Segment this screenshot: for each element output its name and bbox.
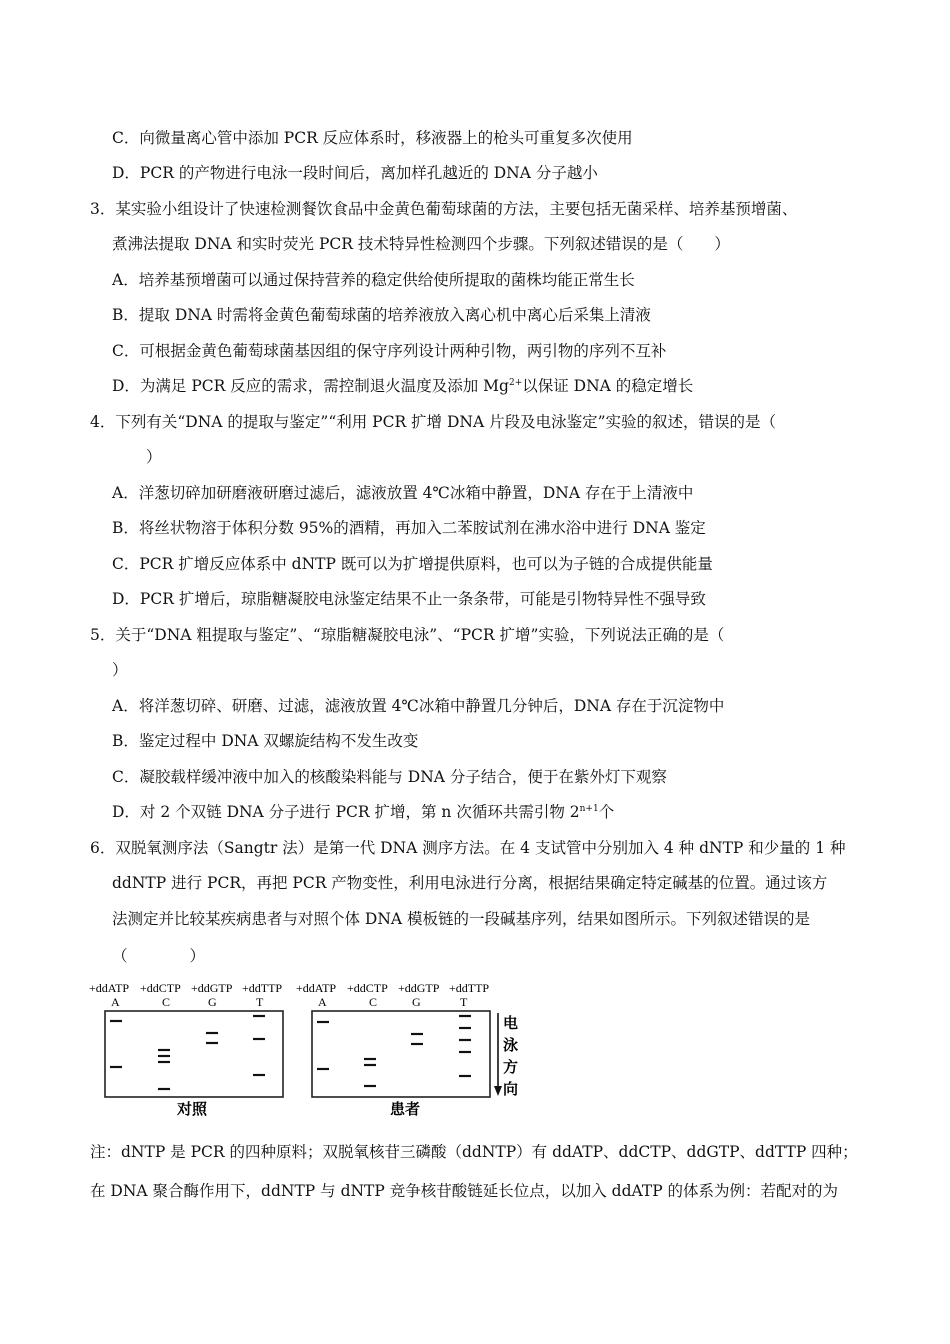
q6-stem-line2: ddNTP 进行 PCR，再把 PCR 产物变性，利用电泳进行分离，根据结果确定特定碱基的位置。通过该方 xyxy=(112,874,828,892)
control-base-t: T xyxy=(256,995,264,1009)
q4-option-d: D．PCR 扩增后，琼脂糖凝胶电泳鉴定结果不止一条条带，可能是引物特异性不强导致 xyxy=(112,590,706,608)
q4-option-a: A．洋葱切碎加研磨液研磨过滤后，滤液放置 4℃冰箱中静置，DNA 存在于上清液中 xyxy=(112,484,694,502)
control-header-ddttp: +ddTTP xyxy=(242,981,283,995)
note-line2: 在 DNA 聚合酶作用下，ddNTP 与 dNTP 竞争核苷酸链延长位点，以加入 ddATP 的体系为例：若配对的为 xyxy=(90,1182,839,1200)
patient-bands xyxy=(317,1016,471,1086)
control-base-c: C xyxy=(162,995,171,1009)
q3-option-c: C．可根据金黄色葡萄球菌基因组的保守序列设计两种引物，两引物的序列不互补 xyxy=(112,342,667,360)
q5-option-d-text: D．对 2 个双链 DNA 分子进行 PCR 扩增，第 n 次循环共需引物 2 xyxy=(112,803,580,821)
q2-option-c: C．向微量离心管中添加 PCR 反应体系时，移液器上的枪头可重复多次使用 xyxy=(112,129,633,147)
q4-option-b: B．将丝状物溶于体积分数 95%的酒精，再加入二苯胺试剂在沸水浴中进行 DNA 鉴定 xyxy=(112,519,706,537)
q3-stem-line2: 煮沸法提取 DNA 和实时荧光 PCR 技术特异性检测四个步骤。下列叙述错误的是（ ） xyxy=(112,235,730,253)
control-gel-box xyxy=(105,1011,283,1097)
q3-option-d xyxy=(112,375,693,397)
direction-label-3: 方 xyxy=(503,1060,519,1076)
control-header-ddatp: +ddATP xyxy=(89,981,130,995)
patient-gel-box xyxy=(312,1011,490,1097)
patient-header-ddttp: +ddTTP xyxy=(449,981,490,995)
gel-electrophoresis-figure xyxy=(85,978,525,1118)
patient-base-a: A xyxy=(318,995,327,1009)
control-header-ddctp: +ddCTP xyxy=(140,981,181,995)
direction-arrow-head xyxy=(494,1086,502,1096)
q3-option-d-text: D．为满足 PCR 反应的需求，需控制退火温度及添加 Mg xyxy=(112,377,509,395)
q2-option-d: D．PCR 的产物进行电泳一段时间后，离加样孔越近的 DNA 分子越小 xyxy=(112,164,598,182)
control-header-ddgtp: +ddGTP xyxy=(191,981,233,995)
q5-option-c: C．凝胶载样缓冲液中加入的核酸染料能与 DNA 分子结合，便于在紫外灯下观察 xyxy=(112,768,667,786)
control-base-g: G xyxy=(208,995,217,1009)
q5-stem-line2: ） xyxy=(112,661,128,679)
q5-option-b: B．鉴定过程中 DNA 双螺旋结构不发生改变 xyxy=(112,732,419,750)
control-bands xyxy=(110,1016,265,1089)
patient-header-ddctp: +ddCTP xyxy=(347,981,388,995)
q5-option-a: A．将洋葱切碎、研磨、过滤，滤液放置 4℃冰箱中静置几分钟后，DNA 存在于沉淀物中 xyxy=(112,697,725,715)
patient-caption: 患者 xyxy=(390,1102,421,1118)
q6-stem-line1: 6．双脱氧测序法（Sangtr 法）是第一代 DNA 测序方法。在 4 支试管中分别加入 4 种 dNTP 和少量的 1 种 xyxy=(90,839,846,857)
note-line1: 注：dNTP 是 PCR 的四种原料；双脱氧核苷三磷酸（ddNTP）有 ddATP、ddCTP、ddGTP、ddTTP 四种； xyxy=(90,1143,858,1161)
patient-base-g: G xyxy=(412,995,421,1009)
q3-option-d-superscript: 2+ xyxy=(508,378,523,388)
q6-stem-line3: 法测定并比较某疾病患者与对照个体 DNA 模板链的一段碱基序列，结果如图所示。下列叙述错误的是 xyxy=(112,910,811,928)
patient-header-ddgtp: +ddGTP xyxy=(398,981,440,995)
patient-base-c: C xyxy=(369,995,378,1009)
control-caption: 对照 xyxy=(177,1102,208,1118)
q4-stem-line2: ） xyxy=(146,448,162,466)
q4-option-c: C．PCR 扩增反应体系中 dNTP 既可以为扩增提供原料，也可以为子链的合成提供能量 xyxy=(112,555,713,573)
q4-stem-line1: 4．下列有关“DNA 的提取与鉴定”“利用 PCR 扩增 DNA 片段及电泳鉴定”实验的叙述，错误的是（ xyxy=(90,413,777,431)
patient-header-ddatp: +ddATP xyxy=(296,981,337,995)
patient-base-t: T xyxy=(460,995,468,1009)
q5-option-d xyxy=(112,801,614,823)
direction-label-4: 向 xyxy=(503,1082,519,1098)
q5-option-d-superscript: n+1 xyxy=(579,804,599,814)
q3-option-a: A．培养基预增菌可以通过保持营养的稳定供给使所提取的菌株均能正常生长 xyxy=(112,271,635,289)
q5-option-d-tail: 个 xyxy=(598,803,615,821)
control-base-a: A xyxy=(111,995,120,1009)
q3-option-b: B．提取 DNA 时需将金黄色葡萄球菌的培养液放入离心机中离心后采集上清液 xyxy=(112,306,651,324)
direction-label-2: 泳 xyxy=(503,1038,519,1054)
q6-stem-line4: （ ） xyxy=(112,947,206,965)
q3-option-d-tail: 以保证 DNA 的稳定增长 xyxy=(522,377,694,395)
q5-stem-line1: 5．关于“DNA 粗提取与鉴定”、“琼脂糖凝胶电泳”、“PCR 扩增”实验，下列说法正确的是（ xyxy=(90,626,725,644)
q3-stem-line1: 3．某实验小组设计了快速检测餐饮食品中金黄色葡萄球菌的方法，主要包括无菌采样、培养基预增菌、 xyxy=(90,200,798,218)
direction-label-1: 电 xyxy=(503,1016,519,1032)
